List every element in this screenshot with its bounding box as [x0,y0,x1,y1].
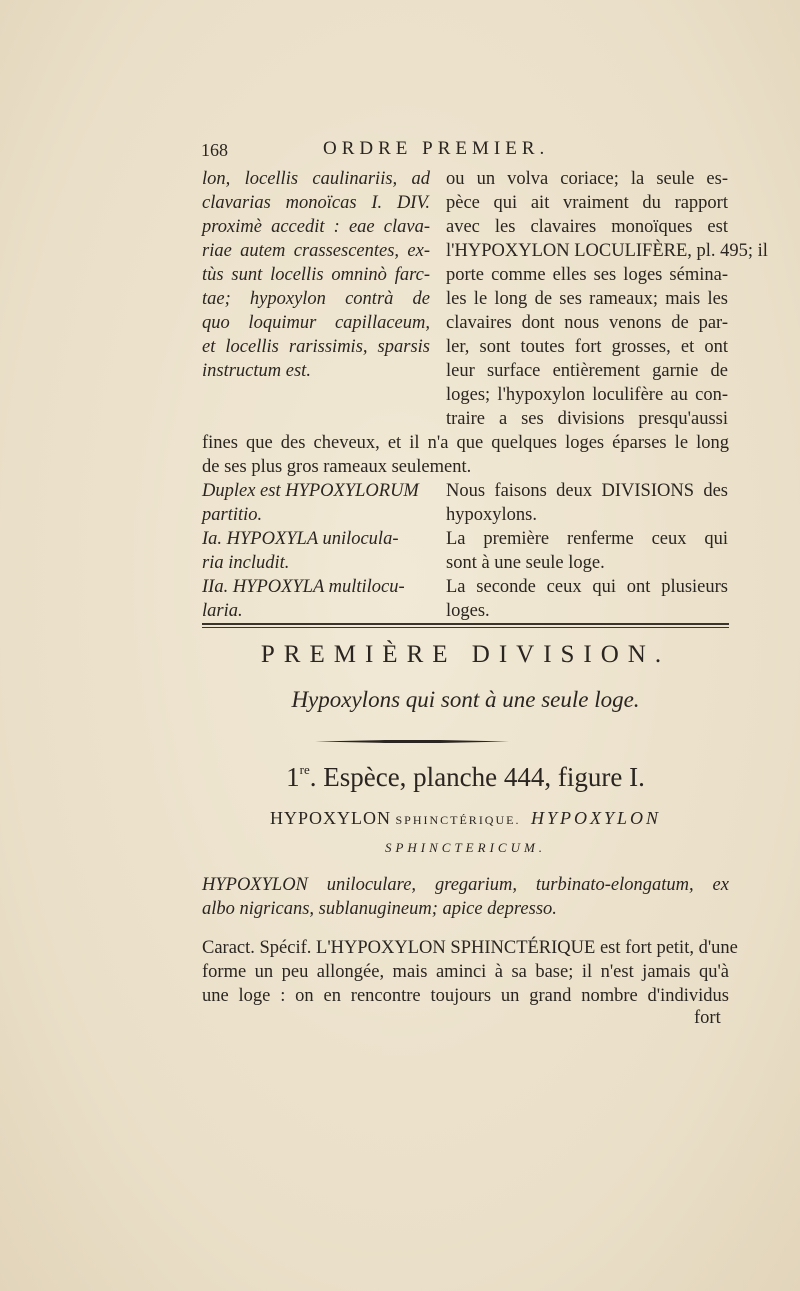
section-rule-thin [202,627,729,628]
text-line: Nous faisons deux DIVISIONS des [446,481,728,501]
text-line: clavaires dont nous venons de par- [446,313,728,333]
latin-intro-column [202,167,430,383]
text-line: laria. [202,601,243,621]
text-line: fines que des cheveux, et il n'a que quelques loges éparses le long [202,433,729,453]
text-line: HYPOXYLON uniloculare, gregarium, turbinato-elongatum, ex [202,875,729,895]
text-line: albo nigricans, sublanugineum; apice depresso. [202,899,557,919]
text-line: riae autem crassescentes, ex- [202,241,430,261]
french-intro-column [446,167,768,431]
text-line: une loge : on en rencontre toujours un grand nombre d'individus [202,986,729,1006]
species-name-fr: HYPOXYLON [269,808,391,828]
species-name-line [202,808,729,829]
text-line: instructum est. [202,361,311,381]
text-line: IIa. HYPOXYLA multilocu- [202,577,405,597]
section-rule [202,623,729,625]
full-width-paragraph [202,431,729,479]
text-line: forme un peu allongée, mais aminci à sa base; il n'est jamais qu'à [202,962,729,982]
text-line: et locellis rarissimis, sparsis [202,337,430,357]
text-line: ler, sont toutes fort grosses, et ont [446,337,728,357]
text-line: proximè accedit : eae clava- [202,217,430,237]
text-line: traire a ses divisions presqu'aussi [446,409,728,429]
division-title: PREMIÈRE DIVISION. [260,641,671,668]
text-line: La première renferme ceux qui [446,529,728,549]
species-number-suffix: re [299,762,310,777]
species-name-la: HYPOXYLON [530,808,662,828]
running-title: ORDRE PREMIER. [323,138,550,159]
text-line: quo loquimur capillaceum, [202,313,430,333]
text-line: leur surface entièrement garnie de [446,361,728,381]
text-line: ria includit. [202,553,290,573]
text-line: porte comme elles ses loges sémina- [446,265,728,285]
text-line: l'HYPOXYLON LOCULIFÈRE, pl. 495; il [446,241,768,261]
text-line: lon, locellis caulinariis, ad [202,169,430,189]
text-line: tae; hypoxylon contrà de [202,289,430,309]
division-subtitle: Hypoxylons qui sont à une seule loge. [291,687,640,712]
species-number: 1 [286,762,300,792]
latin-diagnosis [202,873,729,921]
text-line: loges; l'hypoxylon loculifère au con- [446,385,728,405]
ornamental-rule [315,740,510,743]
page-number: 168 [201,140,228,160]
text-line: Ia. HYPOXYLA unilocula- [202,529,399,549]
text-line: loges. [446,601,490,621]
text-line: Caract. Spécif. L'HYPOXYLON SPHINCTÉRIQUE est fort petit, d'une [202,938,738,958]
french-division-column [446,479,728,623]
text-line: hypoxylons. [446,505,537,525]
text-line: La seconde ceux qui ont plusieurs [446,577,728,597]
text-line: partitio. [202,505,263,525]
text-line: ou un volva coriace; la seule es- [446,169,728,189]
text-line: tùs sunt locellis omninò farc- [202,265,430,285]
text-line: Duplex est HYPOXYLORUM [202,481,419,501]
text-line: sont à une seule loge. [446,553,605,573]
text-line: pèce qui ait vraiment du rapport [446,193,728,213]
text-line: de ses plus gros rameaux seulement. [202,457,472,477]
species-heading-text: . Espèce, planche 444, figure I. [309,762,645,792]
species-description [202,936,738,1008]
text-line: les le long de ses rameaux; mais les [446,289,728,309]
text-line: clavarias monoïcas I. DIV. [202,193,430,213]
latin-division-column [202,479,430,623]
species-name-fr-sc: SPHINCTÉRIQUE. [395,813,521,827]
species-heading [202,762,729,793]
text-line: avec les clavaires monoïques est [446,217,728,237]
catchword: fort [694,1008,721,1028]
species-name-la-2: SPHINCTERICUM. [384,840,547,855]
